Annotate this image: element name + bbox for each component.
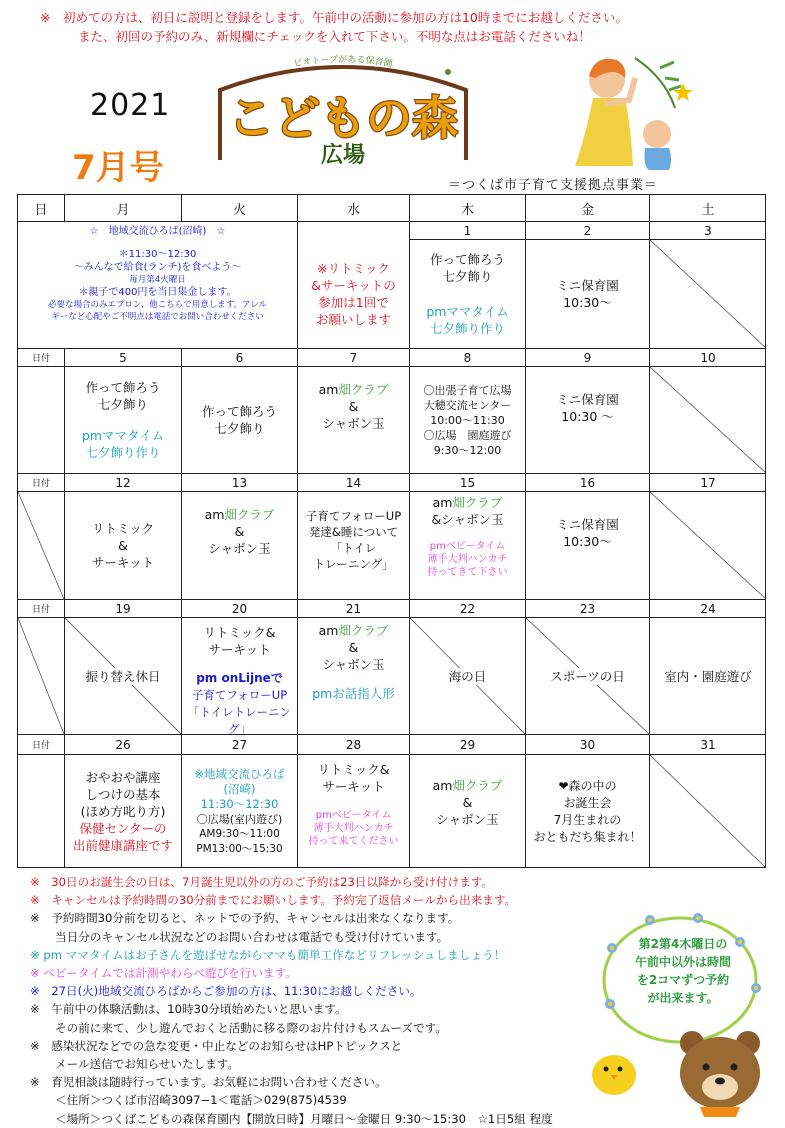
project-label: ＝つくば市子育て支援拠点事業＝ <box>448 178 659 193</box>
month-title: 7月号 <box>72 148 164 188</box>
date-31: 31 <box>650 735 766 755</box>
note: ※ 27日(火)地域交流ひろばからご参加の方は、11:30にお越しください。 <box>30 984 422 999</box>
event-jul-19: 振り替え休日 <box>65 618 182 735</box>
date-26: 26 <box>65 735 182 755</box>
special-event-notice <box>18 222 298 349</box>
logo <box>212 50 474 170</box>
special-line4: ＊親子で400円を当日集金します。 <box>78 287 237 298</box>
note: 当日分のキャンセル状況などのお問い合わせは電話でも受け付けています。 <box>55 929 449 944</box>
event-jul-7: am畑クラブ & シャボン玉 <box>298 367 410 474</box>
intro-notice <box>40 8 628 46</box>
notes <box>30 873 590 1128</box>
special-time: ＊11:30〜12:30 <box>118 249 197 260</box>
closed-jul-31 <box>650 755 766 868</box>
special-line6: ギーなど心配やご不明点は電話でお問い合わせください <box>51 312 264 322</box>
note: ※ 午前中の体験活動は、10時30分頃始めたいと思います。 <box>30 1002 347 1017</box>
date-16: 16 <box>526 474 650 492</box>
intro-line-1: ※ 初めての方は、初日に説明と登録をします。午前中の活動に参加の方は10時までにお越しください。 <box>40 10 628 25</box>
date-23: 23 <box>526 600 650 618</box>
note: ※ 30日のお誕生会の日は、7月誕生児以外の方のご予約は23日以降から受け付けます。 <box>30 875 494 889</box>
bear-illustration <box>670 1025 770 1120</box>
event-jul-1: 作って飾ろう 七夕飾り pmママタイム 七夕飾り作り <box>410 240 526 349</box>
date-30: 30 <box>526 735 650 755</box>
date-28: 28 <box>298 735 410 755</box>
closed-jul-17 <box>650 492 766 600</box>
date-27: 27 <box>182 735 298 755</box>
star-icon <box>673 83 693 101</box>
date-12: 12 <box>65 474 182 492</box>
date-label: 日付 <box>18 600 65 618</box>
special-line2: 〜みんなで給食(ランチ)を食べよう〜 <box>73 262 242 273</box>
logo-subtitle: 広場 <box>320 143 366 168</box>
date-22: 22 <box>410 600 526 618</box>
event-jul-2: ミニ保育園 10:30〜 <box>526 240 650 349</box>
special-line3: 毎月第4火曜日 <box>129 275 186 285</box>
booking-note: 第2第4木曜日の 午前中以外は時間 を2コマずつ予約 が出来ます。 <box>634 937 731 1005</box>
weekday-mon: 月 <box>65 195 182 222</box>
note: ※ キャンセルは予約時間の30分前までにお願いします。予約完了返信メールから出来ます。 <box>30 893 517 908</box>
date-13: 13 <box>182 474 298 492</box>
date-3: 3 <box>650 222 766 240</box>
event-jul-5: 作って飾ろう 七夕飾り pmママタイム 七夕飾り作り <box>65 367 182 474</box>
date-6: 6 <box>182 349 298 367</box>
event-jul-23: スポーツの日 <box>526 618 650 735</box>
date-20: 20 <box>182 600 298 618</box>
event-jul-29: am畑クラブ & シャボン玉 <box>410 755 526 868</box>
note: ※ 予約時間30分前を切ると、ネットでの予約、キャンセルは出来なくなります。 <box>30 911 460 926</box>
dragonfly-icon <box>445 69 451 75</box>
date-label: 日付 <box>18 735 65 755</box>
weekday-sun: 日 <box>18 195 65 222</box>
weekday-thu: 木 <box>410 195 526 222</box>
note: メール送信でお知らせいたします。 <box>55 1057 239 1072</box>
event-jul-15: am畑クラブ &シャボン玉 pmベビータイム 薄手大判ハンカチ 持ってきて下さい <box>410 492 526 600</box>
note: ※ 育児相談は随時行っています。お気軽にお問い合わせください。 <box>30 1075 387 1090</box>
closed-jul-3 <box>650 240 766 349</box>
logo-title: こどもの森 <box>228 91 458 145</box>
event-jul-6: 作って飾ろう 七夕飾り <box>182 367 298 474</box>
date-19: 19 <box>65 600 182 618</box>
closed-jul-11 <box>18 492 65 600</box>
special-title: ☆ 地域交流ひろば(沼崎) ☆ <box>89 226 226 237</box>
date-7: 7 <box>298 349 410 367</box>
year: 2021 <box>90 88 171 123</box>
event-jul-28: リトミック& サーキット pmベビータイム 薄手大判ハンカチ 持って来てください <box>298 755 410 868</box>
sun-empty <box>18 755 65 868</box>
address: ＜住所＞つくば市沼崎3097−1＜電話＞029(875)4539 <box>55 1093 347 1108</box>
event-jul-22: 海の日 <box>410 618 526 735</box>
date-1: 1 <box>410 222 526 240</box>
date-29: 29 <box>410 735 526 755</box>
logo-tagline: ビオトープがある保育園 <box>292 54 394 70</box>
calendar <box>17 194 766 868</box>
event-jul-9: ミニ保育園 10:30 〜 <box>526 367 650 474</box>
event-wed-30: ※リトミック &サーキットの 参加は1回で お願いします <box>298 240 410 349</box>
location-hours: ＜場所＞つくばこどもの森保育園内【開放日時】月曜日〜金曜日 9:30〜15:30 ☆1日5組 程度 <box>55 1111 553 1126</box>
date-15: 15 <box>410 474 526 492</box>
date-5: 5 <box>65 349 182 367</box>
event-jul-21: am畑クラブ & シャボン玉 pmお話指人形 <box>298 618 410 735</box>
date-21: 21 <box>298 600 410 618</box>
event-jul-24: 室内・園庭遊び <box>650 618 766 735</box>
mother-child-illustration <box>565 48 705 173</box>
weekday-wed: 水 <box>298 195 410 222</box>
date-label: 日付 <box>18 474 65 492</box>
weekday-tue: 火 <box>182 195 298 222</box>
special-line5: 必要な場合のみエプロン、他こちらで用意します。アレル <box>47 300 267 310</box>
note: ※ 感染状況などでの急な変更・中止などのお知らせはHPトピックスと <box>30 1038 403 1053</box>
event-jul-8: 〇出張子育て広場 大穂交流センター 10:00〜11:30 〇広場 園庭遊び 9:30〜12:00 <box>410 367 526 474</box>
date-24: 24 <box>650 600 766 618</box>
note: ※ ベビータイムでは計測やわらべ遊びを行います。 <box>30 966 297 981</box>
date-9: 9 <box>526 349 650 367</box>
event-jul-14: 子育てフォローUP 発達&睡について 「トイレ トレーニング」 <box>298 492 410 600</box>
weekday-fri: 金 <box>526 195 650 222</box>
note: ※ pm ママタイムはお子さんを遊ばせながらママも簡単工作などリフレッシュしましょう！ <box>30 947 506 962</box>
event-jul-26: おやおや講座 しつけの基本 (ほめ方叱り方) 保健センターの 出前健康講座です <box>65 755 182 868</box>
event-jul-16: ミニ保育園 10:30〜 <box>526 492 650 600</box>
date-2: 2 <box>526 222 650 240</box>
sun-empty <box>18 367 65 474</box>
intro-line-2: また、初回の予約のみ、新規欄にチェックを入れて下さい。不明な点はお電話くださいね！ <box>78 29 591 44</box>
weekday-sat: 土 <box>650 195 766 222</box>
event-jul-20: リトミック& サーキット pm onLijneで 子育てフォローUP 「トイレトレーニング」 <box>182 618 298 735</box>
event-jul-27: ※地域交流ひろば (沼崎) 11:30〜12:30 〇広場(室内遊び) AM9:30〜11:00 PM13:00〜15:30 <box>182 755 298 868</box>
event-jul-12: リトミック & サーキット <box>65 492 182 600</box>
event-jul-13: am畑クラブ & シャボン玉 <box>182 492 298 600</box>
date-10: 10 <box>650 349 766 367</box>
date-14: 14 <box>298 474 410 492</box>
closed-jul-10 <box>650 367 766 474</box>
event-jul-30: ❤森の中の お誕生会 7月生まれの おともだち集まれ！ <box>526 755 650 868</box>
date-17: 17 <box>650 474 766 492</box>
date-8: 8 <box>410 349 526 367</box>
date-label: 日付 <box>18 349 65 367</box>
note: その前に来て、少し遊んでおくと活動に移る際のお片付けもスムーズです。 <box>55 1020 447 1035</box>
chick-illustration <box>584 1045 644 1100</box>
closed-jul-18 <box>18 618 65 735</box>
